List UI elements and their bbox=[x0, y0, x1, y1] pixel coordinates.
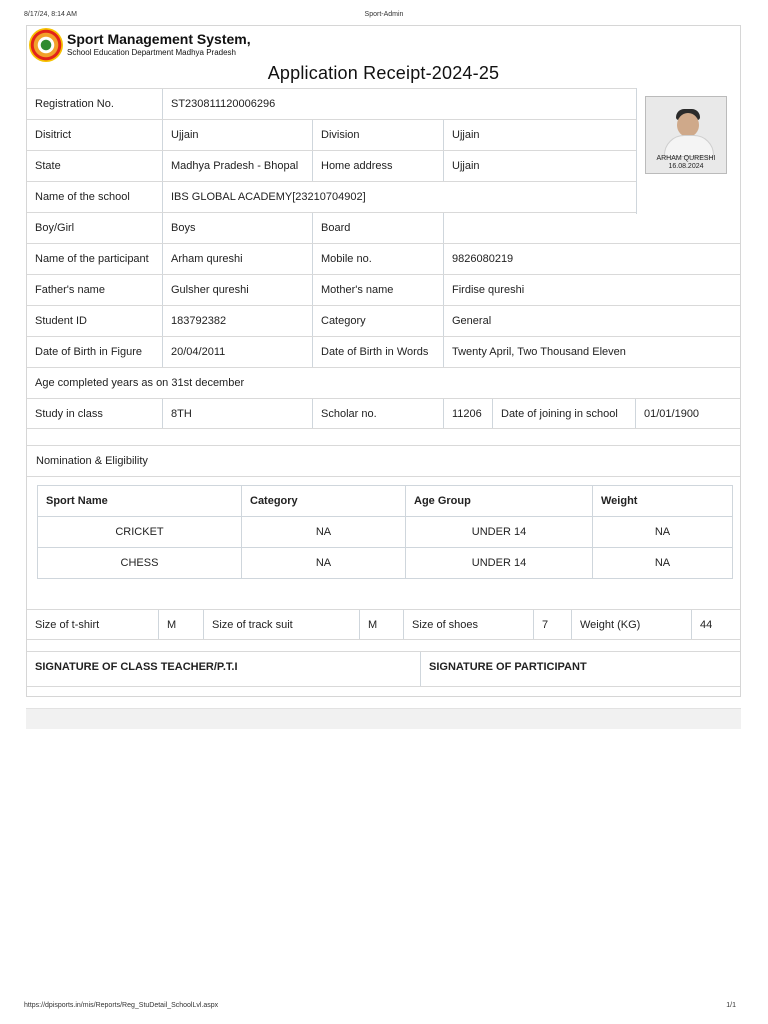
tracksuit-label: Size of track suit bbox=[204, 610, 360, 639]
scholar-value: 11206 bbox=[444, 399, 493, 428]
teacher-signature: SIGNATURE OF CLASS TEACHER/P.T.I bbox=[27, 652, 421, 686]
print-page-number: 1/1 bbox=[726, 1002, 736, 1009]
district-label: Disitrict bbox=[27, 120, 163, 150]
photo-frame bbox=[636, 88, 740, 214]
joining-label: Date of joining in school bbox=[493, 399, 636, 428]
tracksuit-value: M bbox=[360, 610, 404, 639]
board-value bbox=[444, 213, 740, 243]
brand-subtitle: School Education Department Madhya Pradesh bbox=[67, 48, 236, 57]
school-value: IBS GLOBAL ACADEMY[23210704902] bbox=[171, 191, 366, 203]
nomination-heading: Nomination & Eligibility bbox=[27, 445, 740, 477]
category-cell: NA bbox=[242, 517, 406, 548]
header-weight: Weight bbox=[593, 486, 733, 517]
print-date: 8/17/24, 8:14 AM bbox=[24, 11, 77, 18]
district-value: Ujjain bbox=[163, 120, 313, 150]
mother-label: Mother's name bbox=[313, 275, 444, 305]
sizes-row bbox=[27, 609, 740, 640]
father-label: Father's name bbox=[27, 275, 163, 305]
home-address-value: Ujjain bbox=[452, 160, 480, 172]
division-value: Ujjain bbox=[452, 129, 480, 141]
header-sport-name: Sport Name bbox=[38, 486, 242, 517]
division-label: Division bbox=[313, 120, 444, 150]
row-district bbox=[27, 119, 740, 150]
age-group-cell: UNDER 14 bbox=[406, 548, 593, 579]
bottom-bar bbox=[26, 708, 741, 729]
category-cell: NA bbox=[242, 548, 406, 579]
row-state bbox=[27, 150, 740, 181]
gender-label: Boy/Girl bbox=[27, 213, 163, 243]
mother-value: Firdise qureshi bbox=[452, 284, 525, 296]
school-label: Name of the school bbox=[27, 182, 163, 212]
participant-photo bbox=[645, 96, 727, 174]
participant-signature: SIGNATURE OF PARTICIPANT bbox=[429, 661, 587, 673]
shoes-value: 7 bbox=[534, 610, 572, 639]
class-value: 8TH bbox=[163, 399, 313, 428]
row-student-id bbox=[27, 305, 740, 336]
participant-value: Arham qureshi bbox=[163, 244, 313, 274]
mobile-label: Mobile no. bbox=[313, 244, 444, 274]
brand-name: Sport Management System, bbox=[67, 31, 251, 47]
board-label: Board bbox=[313, 213, 444, 243]
sport-name-cell: CRICKET bbox=[38, 517, 242, 548]
row-gender bbox=[27, 212, 740, 243]
registration-label: Registration No. bbox=[27, 89, 163, 119]
home-address-label: Home address bbox=[313, 151, 444, 181]
registration-value: ST230811120006296 bbox=[171, 98, 276, 110]
participant-label: Name of the participant bbox=[27, 244, 163, 274]
row-parents bbox=[27, 274, 740, 305]
weight-cell: NA bbox=[593, 548, 733, 579]
table-row bbox=[38, 517, 733, 548]
row-participant bbox=[27, 243, 740, 274]
sport-name-cell: CHESS bbox=[38, 548, 242, 579]
header-category: Category bbox=[242, 486, 406, 517]
age-label: Age completed years as on 31st december bbox=[35, 377, 245, 389]
mobile-value: 9826080219 bbox=[452, 253, 514, 265]
category-value: General bbox=[452, 315, 492, 327]
weight-label: Weight (KG) bbox=[572, 610, 692, 639]
tshirt-label: Size of t-shirt bbox=[27, 610, 159, 639]
student-details bbox=[27, 88, 740, 429]
row-registration bbox=[27, 88, 740, 119]
dob-words-label: Date of Birth in Words bbox=[313, 337, 444, 367]
row-school bbox=[27, 181, 740, 212]
shoes-label: Size of shoes bbox=[404, 610, 534, 639]
print-title: Sport-Admin bbox=[364, 11, 404, 18]
dob-figure-value: 20/04/2011 bbox=[163, 337, 313, 367]
student-id-value: 183792382 bbox=[163, 306, 313, 336]
page-title: Application Receipt-2024-25 bbox=[267, 63, 500, 83]
signature-row bbox=[27, 651, 740, 687]
photo-caption-date: 16.08.2024 bbox=[668, 163, 704, 170]
row-age bbox=[27, 367, 740, 398]
dob-words-value: Twenty April, Two Thousand Eleven bbox=[452, 346, 626, 358]
print-url: https://dpisports.in/mis/Reports/Reg_StuDetail_SchoolLvl.aspx bbox=[24, 1002, 219, 1009]
sports-table-header bbox=[38, 486, 733, 517]
weight-value: 44 bbox=[700, 618, 713, 631]
row-class bbox=[27, 398, 740, 429]
student-id-label: Student ID bbox=[27, 306, 163, 336]
department-logo-icon bbox=[29, 28, 63, 62]
sports-table bbox=[37, 485, 733, 579]
receipt-sheet bbox=[26, 25, 741, 697]
gender-value: Boys bbox=[163, 213, 313, 243]
age-group-cell: UNDER 14 bbox=[406, 517, 593, 548]
state-value: Madhya Pradesh - Bhopal bbox=[163, 151, 313, 181]
photo-caption: ARHAM QURESHI bbox=[656, 155, 716, 162]
tshirt-value: M bbox=[159, 610, 204, 639]
row-dob bbox=[27, 336, 740, 367]
class-label: Study in class bbox=[27, 399, 163, 428]
table-row bbox=[38, 548, 733, 579]
weight-cell: NA bbox=[593, 517, 733, 548]
header-age-group: Age Group bbox=[406, 486, 593, 517]
father-value: Gulsher qureshi bbox=[163, 275, 313, 305]
scholar-label: Scholar no. bbox=[313, 399, 444, 428]
state-label: State bbox=[27, 151, 163, 181]
joining-value: 01/01/1900 bbox=[644, 407, 700, 420]
dob-figure-label: Date of Birth in Figure bbox=[27, 337, 163, 367]
category-label: Category bbox=[313, 306, 444, 336]
